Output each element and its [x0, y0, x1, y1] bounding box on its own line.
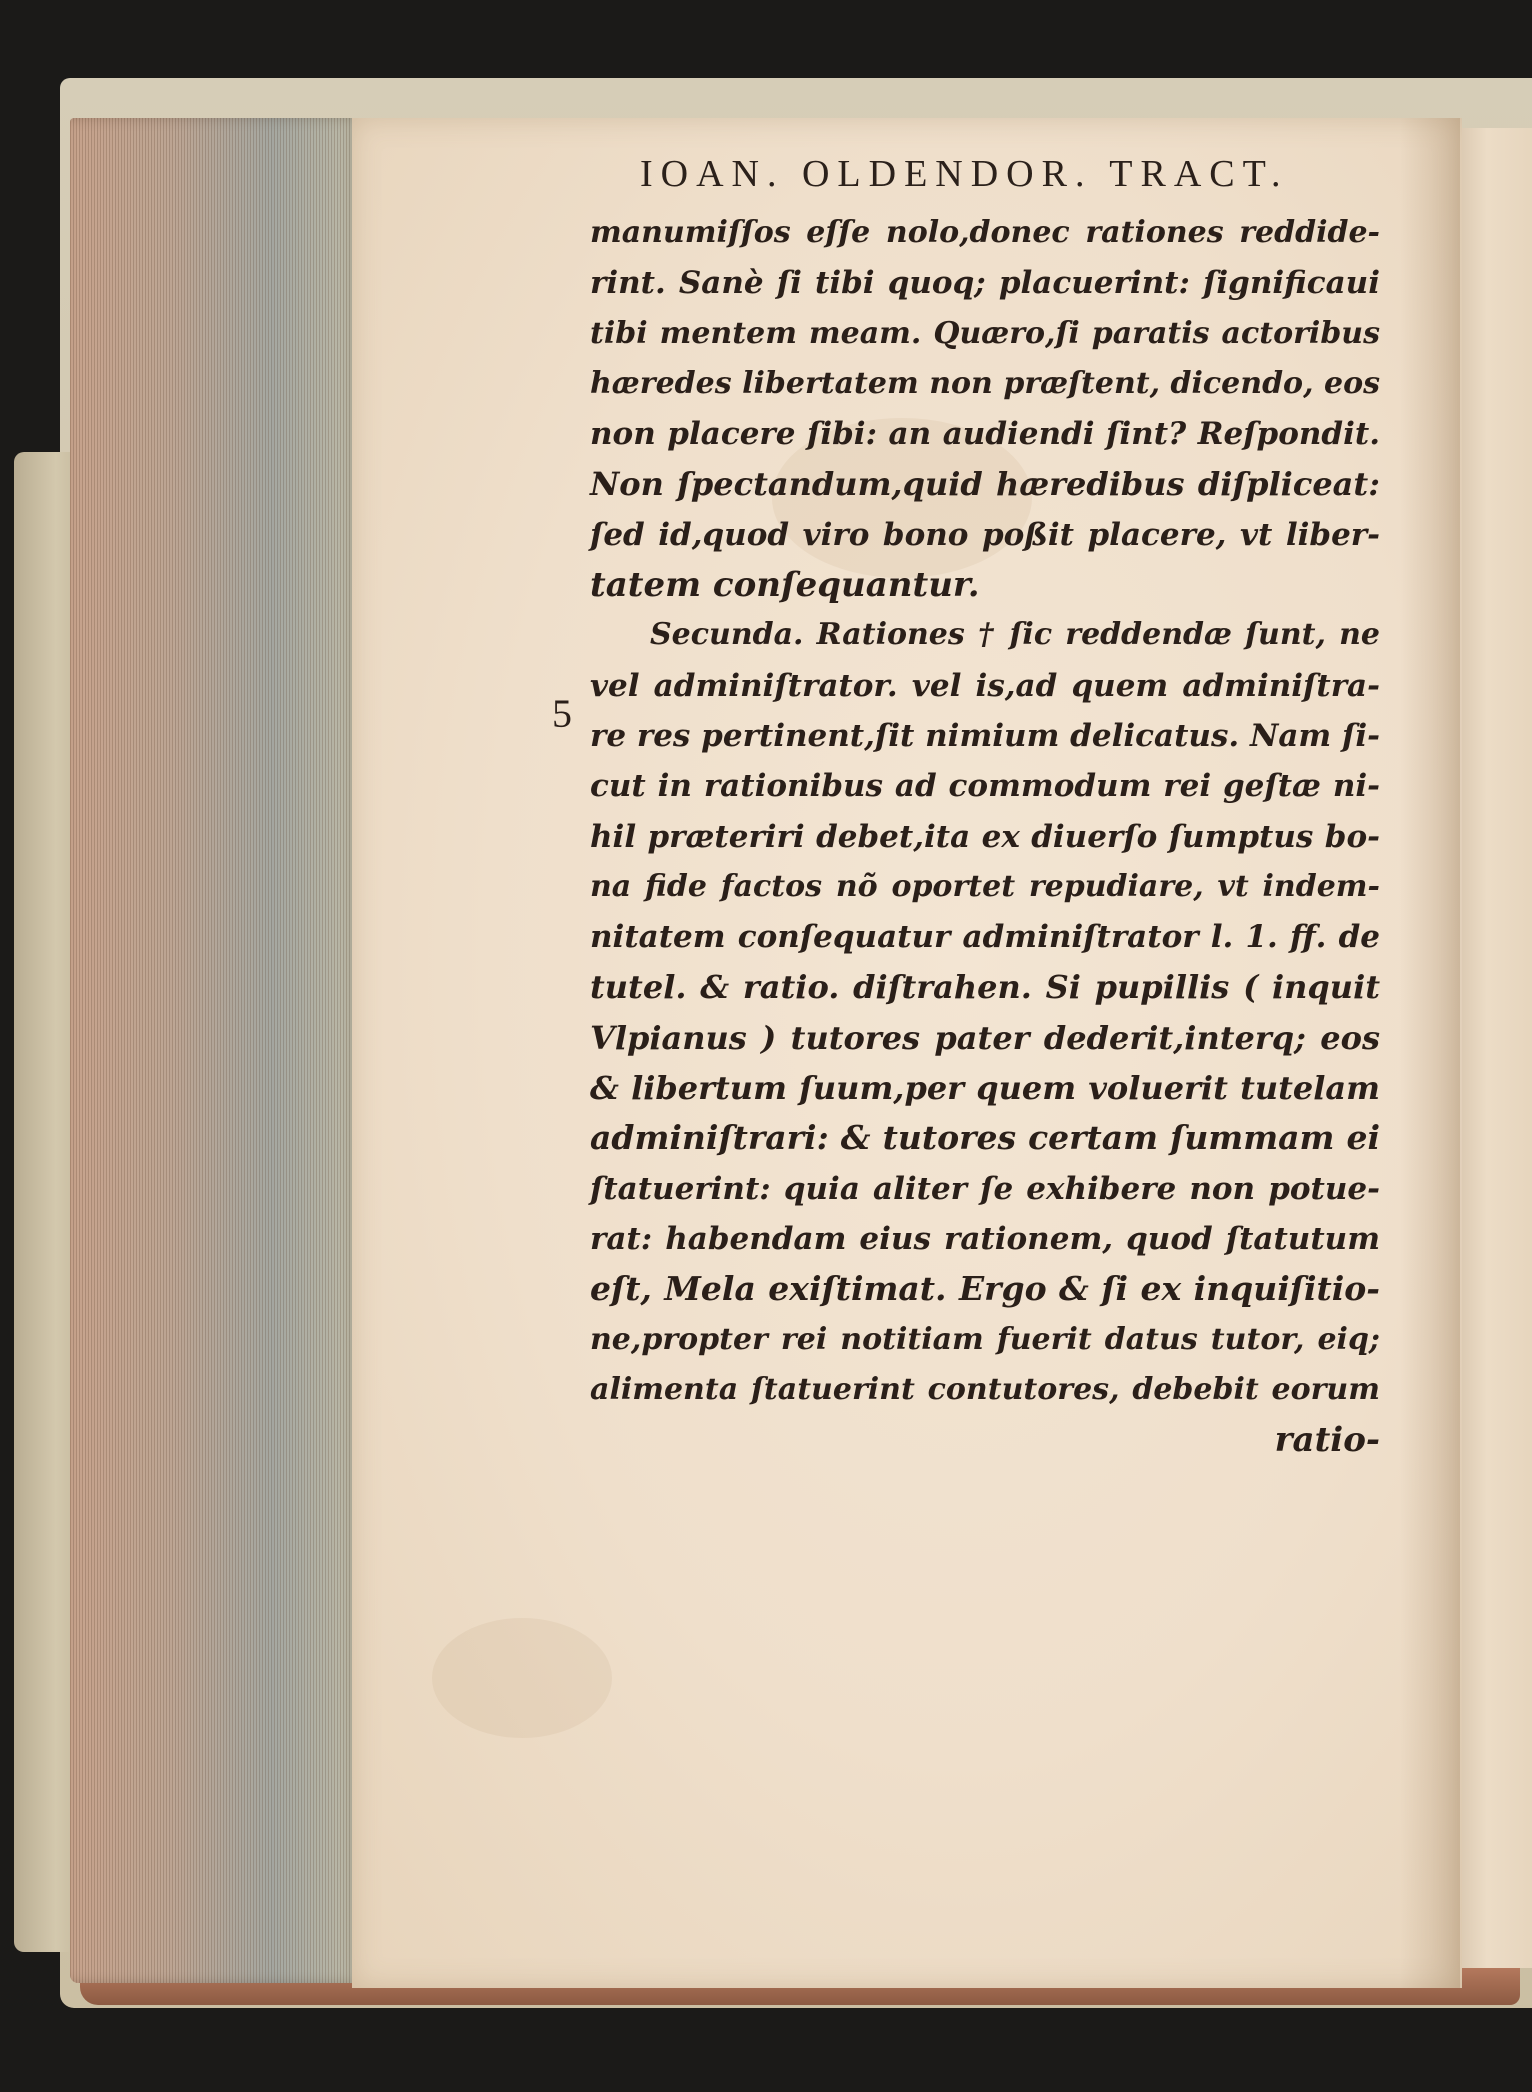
text-line: ſed id,quod viro bono poßit placere, vt liber- — [590, 516, 1380, 553]
text-line: rint. Sanè ſi tibi quoq; placuerint: ſignificaui — [590, 265, 1380, 302]
text-line: rat: habendam eius rationem, quod ſtatutum — [590, 1220, 1380, 1257]
text-line: adminiſtrari: & tutores certam ſummam ei — [590, 1118, 1380, 1158]
facing-page-edge — [1452, 128, 1532, 1968]
text-line: ſtatuerint: quia aliter ſe exhibere non potue- — [590, 1170, 1380, 1207]
paper-stain — [432, 1618, 612, 1738]
text-line: ne,propter rei notitiam fuerit datus tutor, eiq; — [590, 1321, 1380, 1357]
text-line: manumiſſos eſſe nolo,donec rationes reddide- — [590, 215, 1380, 250]
text-line: cut in rationibus ad commodum rei geſtæ ni- — [590, 768, 1380, 805]
text-line: & libertum ſuum,per quem voluerit tutelam — [590, 1069, 1380, 1108]
text-line: nitatem conſequatur adminiſtrator l. 1. ff. de — [590, 919, 1380, 956]
text-line: tatem conſequantur. — [590, 565, 980, 606]
text-line: eſt, Mela exiſtimat. Ergo & ſi ex inquiſitio- — [590, 1269, 1380, 1309]
text-line: hæredes libertatem non præſtent, dicendo, eos — [590, 365, 1380, 401]
catchword: ratio- — [1274, 1420, 1380, 1461]
text-line: Secunda. Rationes † ſic reddendæ ſunt, ne — [650, 617, 1380, 653]
text-line: tibi mentem meam. Quæro,ſi paratis actoribus — [590, 315, 1380, 351]
text-line: alimenta ſtatuerint contutores, debebit eorum — [590, 1371, 1380, 1407]
running-head: IOAN. OLDENDOR. TRACT. — [640, 153, 1289, 195]
text-line: na fide factos nõ oportet repudiare, vt indem- — [590, 868, 1380, 904]
margin-number: 5 — [552, 691, 572, 736]
page-edges — [70, 118, 360, 1983]
text-line: re res pertinent,ſit nimium delicatus. Nam ſi- — [590, 717, 1380, 754]
gutter-shadow — [1400, 118, 1460, 1988]
text-line: tutel. & ratio. diſtrahen. Si pupillis ( inquit — [590, 968, 1380, 1007]
text-line: Vlpianus ) tutores pater dederit,interq; eos — [590, 1018, 1380, 1057]
body-text — [590, 208, 1380, 1465]
text-line: non placere ſibi: an audiendi ſint? Reſpondit. — [590, 416, 1380, 453]
text-line: Non ſpectandum,quid hæredibus diſpliceat: — [590, 465, 1380, 504]
text-line: hil præteriri debet,ita ex diuerſo ſumptus bo- — [590, 818, 1380, 855]
text-line: vel adminiſtrator. vel is,ad quem adminiſtra- — [590, 667, 1380, 704]
